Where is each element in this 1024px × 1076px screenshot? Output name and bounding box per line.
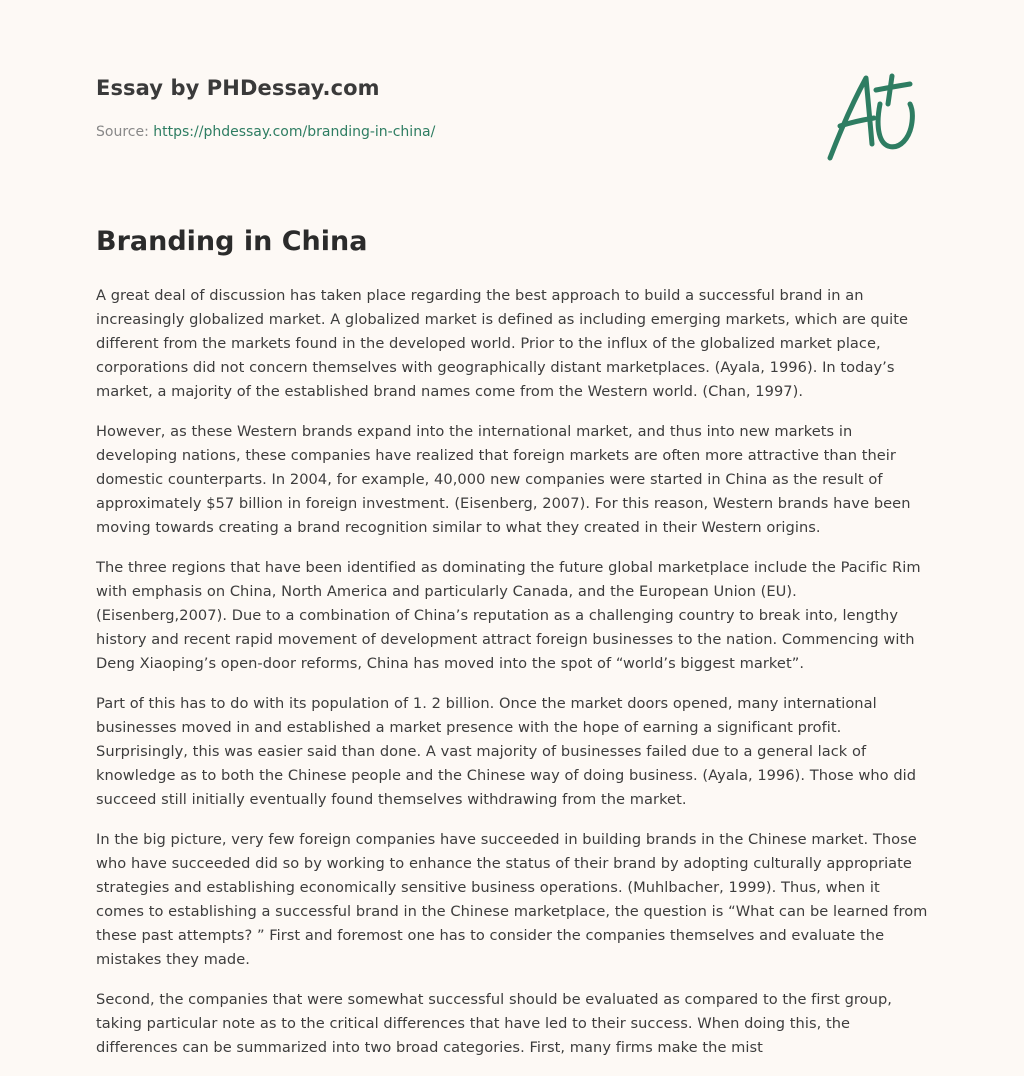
essay-paragraph: The three regions that have been identified as dominating the future global marketplace include the Pacific Rim with emphasis on China, North America and particularly Canada, and the European Union (EU). (Eisenberg,2007). Due to a combination of China’s reputation as a challenging country to break into, lengthy history and recent rapid movement of development attract foreign businesses to the nation. Commencing with Deng Xiaoping’s open-door reforms, China has moved into the spot of “world’s biggest market”.: [96, 559, 921, 672]
source-label: Source:: [96, 124, 154, 140]
essay-paragraph: A great deal of discussion has taken place regarding the best approach to build a successful brand in an increasingly globalized market. A globalized market is defined as including emerging markets, which are quite different from the markets found in the developed world. Prior to the influx of the globalized market place, corporations did not concern themselves with geographically distant marketplaces. (Ayala, 1996). In today’s market, a majority of the established brand names come from the Western world. (Chan, 1997).: [96, 287, 909, 400]
essay-title: Branding in China: [96, 226, 368, 257]
essay-paragraph: Part of this has to do with its population of 1. 2 billion. Once the market doors opened, many international businesses moved in and established a market presence with the hope of earning a significant profit. Surprisingly, this was easier said than done. A vast majority of businesses failed due to a general lack of knowledge as to both the Chinese people and the Chinese way of doing business. (Ayala, 1996). Those who did succeed still initially eventually found themselves withdrawing from the market.: [96, 695, 917, 808]
source-line: [96, 124, 435, 140]
source-link[interactable]: https://phdessay.com/branding-in-china/: [153, 124, 436, 140]
essay-paragraph: Second, the companies that were somewhat successful should be evaluated as compared to the first group, taking particular note as to the critical differences that have led to their success. When doing this, the differences can be summarized into two broad categories. First, many firms make the mist: [96, 991, 892, 1056]
a-plus-logo-icon: [826, 70, 926, 162]
essay-paragraph: However, as these Western brands expand into the international market, and thus into new markets in developing nations, these companies have realized that foreign markets are often more attractive than their domestic counterparts. In 2004, for example, 40,000 new companies were started in China as the result of approximately $57 billion in foreign investment. (Eisenberg, 2007). For this reason, Western brands have been moving towards creating a brand recognition similar to what they created in their Western origins.: [96, 423, 911, 536]
essay-body: [96, 284, 930, 1076]
site-title: Essay by PHDessay.com: [96, 76, 380, 100]
essay-paragraph: In the big picture, very few foreign companies have succeeded in building brands in the Chinese market. Those who have succeeded did so by working to enhance the status of their brand by adopting culturally appropriate strategies and establishing economically sensitive business operations. (Muhlbacher, 1999). Thus, when it comes to establishing a successful brand in the Chinese marketplace, the question is “What can be learned from these past attempts? ” First and foremost one has to consider the companies themselves and evaluate the mistakes they made.: [96, 831, 928, 968]
